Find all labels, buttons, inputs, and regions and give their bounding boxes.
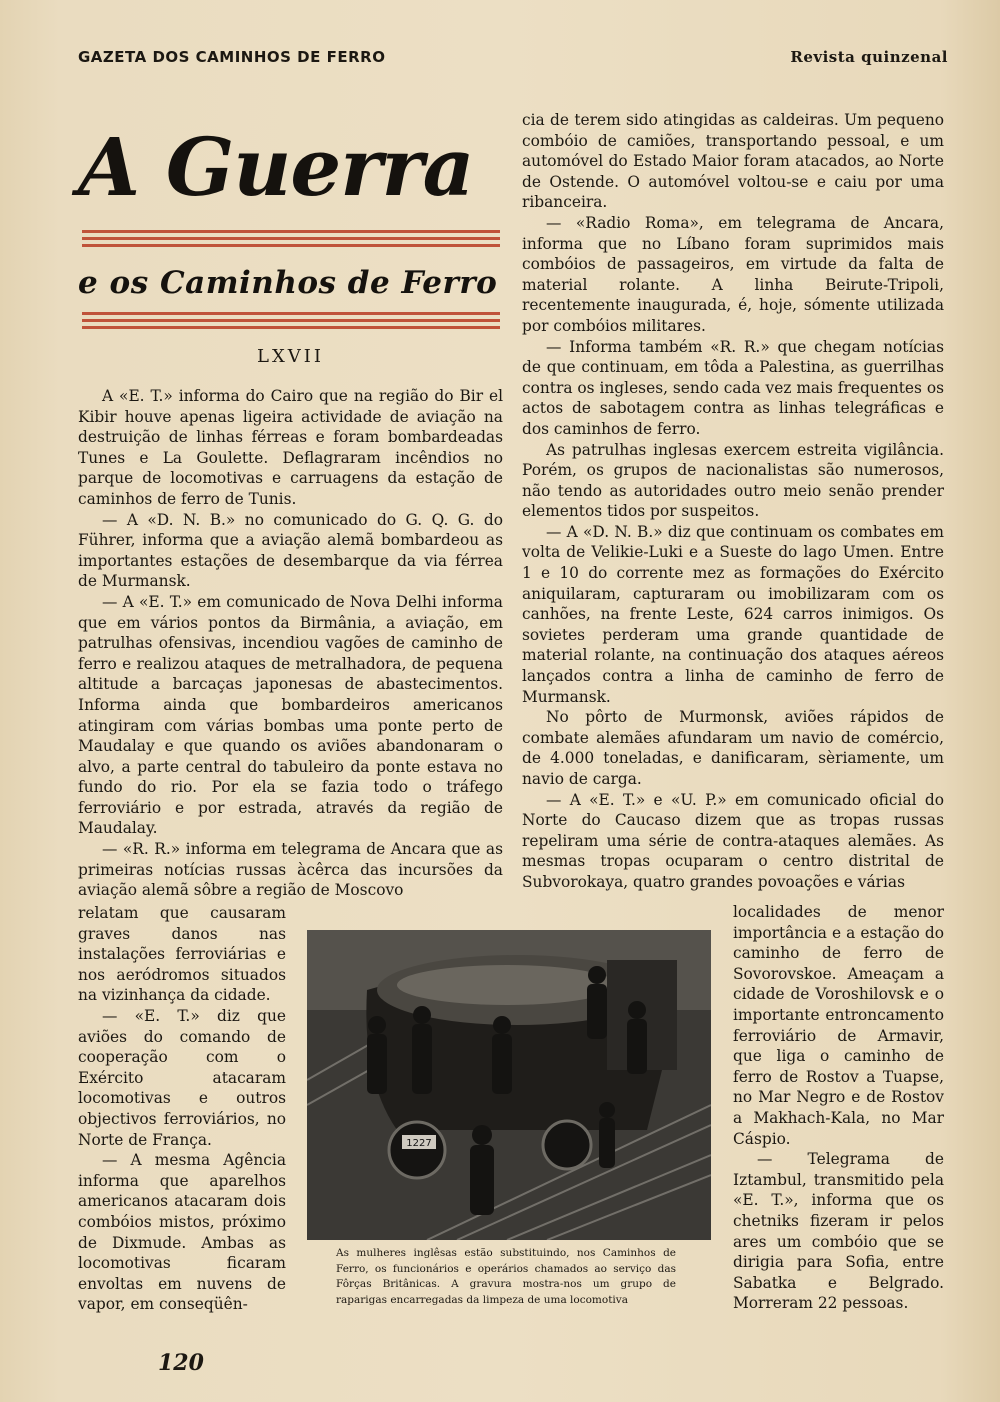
- publication-title: GAZETA DOS CAMINHOS DE FERRO: [78, 48, 386, 66]
- paragraph: — «Radio Roma», em telegrama de Ancara, informa que no Líbano foram suprimidos mais combóios de passageiros, em virtude da falta de material rolante. A linha Beirute-Tripoli, recentemente inaugurada, é, hoje, sómente utilizada por combóios militares.: [522, 213, 944, 335]
- text-column-left-narrow: [78, 903, 286, 1315]
- svg-text:1227: 1227: [406, 1138, 432, 1149]
- photo-caption: As mulheres inglêsas estão substituindo, nos Caminhos de Ferro, os funcionários e operários chamados ao serviço das Fôrças Britânicas. A gravura mostra-nos um grupo de raparigas encarregadas da limpeza de uma locomotiva: [336, 1247, 676, 1306]
- paragraph: — A «D. N. B.» no comunicado do G. Q. G. do Führer, informa que a aviação alemã bombardeou as importantes estações de desembarque da via férrea de Murmansk.: [78, 510, 503, 591]
- paragraph: localidades de menor importância e a estação do caminho de ferro de Sovorovskoe. Ameaçam a cidade de Voroshilovsk e o importante entroncamento ferroviário de Armavir, que liga o caminho de ferro de Rostov a Tuapse, no Mar Negro e de Rostov a Makhach-Kala, no Mar Cáspio.: [733, 903, 944, 1148]
- title-rule-bottom: [82, 312, 500, 333]
- article-title: A Guerra: [78, 120, 474, 214]
- locomotive-photo: [307, 930, 711, 1240]
- paragraph: No pôrto de Murmonsk, aviões rápidos de combate alemães afundaram um navio de comércio, de 4.000 toneladas, e danificaram, sèriamente, um navio de carga.: [522, 708, 944, 788]
- publication-frequency: Revista quinzenal: [790, 48, 948, 66]
- paragraph: — «R. R.» informa em telegrama de Ancara que as primeiras notícias russas àcêrca das incursões da aviação alemã sôbre a região de Moscovo: [78, 840, 503, 900]
- article-number: LXVII: [257, 346, 324, 367]
- text-column-left-top: [78, 386, 503, 901]
- photo-illustration: [307, 930, 711, 1240]
- paragraph: — Informa também «R. R.» que chegam notícias de que continuam, em tôda a Palestina, as guerrilhas contra os ingleses, sendo cada vez mais frequentes os actos de sabotagem contra as linhas telegráficas e dos caminhos de ferro.: [522, 337, 944, 438]
- paragraph: — A «E. T.» em comunicado de Nova Delhi informa que em vários pontos da Birmânia, a aviação, em patrulhas ofensivas, incendiou vagões de caminho de ferro e realizou ataques de metralhadora, de pequena altitude a barcaças japonesas de abastecimentos. Informa ainda que bombardeiros americanos atingiram com várias bombas uma ponte perto de Maudalay e que quando os aviões abandonaram o alvo, a parte central do tabuleiro da ponte estava no fundo do rio. Por ela se fazia todo o tráfego ferroviário e por estrada, através da região de Maudalay.: [78, 592, 503, 838]
- paragraph: — Telegrama de Iztambul, transmitido pela «E. T.», informa que os chetniks fizeram ir pelos ares um combóio que se dirigia para Sofia, entre Sabatka e Belgrado. Morreram 22 pessoas.: [733, 1150, 944, 1313]
- paragraph: — A «D. N. B.» diz que continuam os combates em volta de Velikie-Luki e a Sueste do lago Umen. Entre 1 e 10 do corrente mez as formações do Exército aniquilaram, capturaram ou imobilizaram com os canhões, na frente Leste, 624 carros inimigos. Os sovietes perderam uma grande quantidade de material rolante, na continuação dos ataques aéreos lançados contra a linha de caminho de ferro de Murmansk.: [522, 522, 944, 706]
- paragraph: cia de terem sido atingidas as caldeiras. Um pequeno combóio de camiões, transportando pessoal, e um automóvel do Estado Maior foram atacados, ao Norte de Ostende. O automóvel voltou-se e caiu por uma ribanceira.: [522, 111, 944, 212]
- running-header: [78, 48, 948, 72]
- page-number: 120: [158, 1350, 204, 1376]
- paragraph: — A «E. T.» e «U. P.» em comunicado oficial do Norte do Caucaso dizem que as tropas russas repeliram uma série de contra-ataques alemães. As mesmas tropas ocuparam o centro distrital de Subvorokaya, quatro grandes povoações e várias: [522, 790, 944, 891]
- article-subtitle: e os Caminhos de Ferro: [78, 265, 498, 301]
- paragraph: As patrulhas inglesas exercem estreita vigilância. Porém, os grupos de nacionalistas são numerosos, não tendo as autoridades outro meio senão prender elementos tidos por suspeitos.: [522, 440, 944, 521]
- text-column-right-top: [522, 110, 944, 893]
- title-rule-top: [82, 230, 500, 251]
- paragraph: — «E. T.» diz que aviões do comando de cooperação com o Exército atacaram locomotivas e outros objectivos ferroviários, no Norte de França.: [78, 1006, 286, 1149]
- paragraph: A «E. T.» informa do Cairo que na região do Bir el Kibir houve apenas ligeira actividade de aviação na destruição de linhas férreas e foram bombardeadas Tunes e La Goulette. Deflagraram incêndios no parque de locomotivas e carruagens da estação de caminhos de ferro de Tunis.: [78, 387, 503, 508]
- paragraph: — A mesma Agência informa que aparelhos americanos atacaram dois combóios mistos, próximo de Dixmude. Ambas as locomotivas ficaram envoltas em nuvens de vapor, em conseqüên-: [78, 1151, 286, 1314]
- text-column-right-narrow: [733, 902, 944, 1314]
- paragraph: relatam que causaram graves danos nas instalações ferroviárias e nos aeródromos situados na vizinhança da cidade.: [78, 904, 286, 1005]
